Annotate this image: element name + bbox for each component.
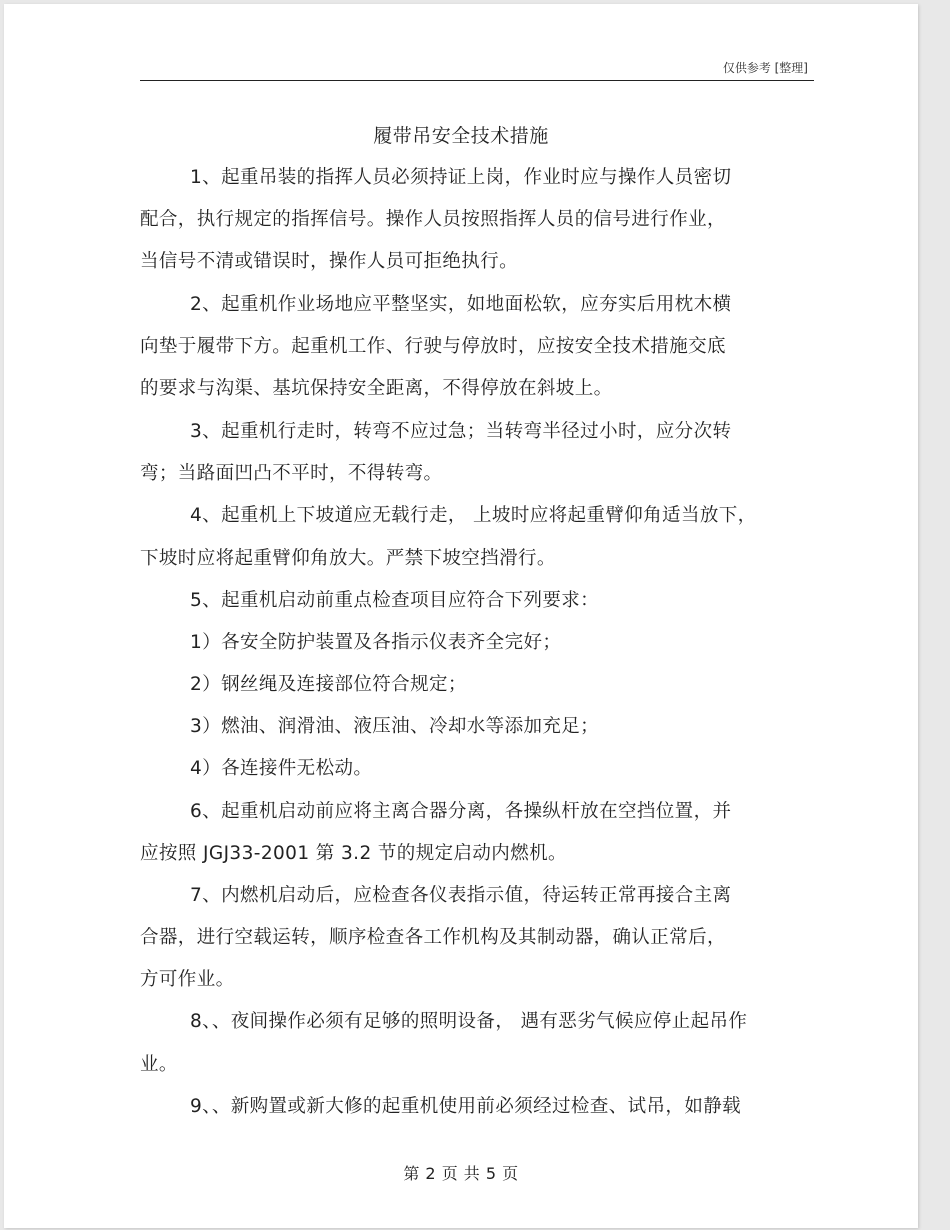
body-text-line: 下坡时应将起重臂仰角放大。严禁下坡空挡滑行。	[140, 548, 556, 569]
body-text-line: 1）各安全防护装置及各指示仪表齐全完好；	[190, 632, 562, 653]
body-text-line: 方可作业。	[140, 969, 235, 990]
page-header: 仅供参考 [整理]	[722, 61, 808, 75]
body-text-line: 1、起重吊装的指挥人员必须持证上岗，作业时应与操作人员密切	[190, 167, 732, 188]
body-text-line: 5、起重机启动前重点检查项目应符合下列要求：	[190, 590, 600, 611]
document-page	[4, 4, 918, 1228]
body-text-line: 配合，执行规定的指挥信号。操作人员按照指挥人员的信号进行作业，	[140, 209, 726, 230]
body-text-line: 2、起重机作业场地应平整坚实，如地面松软，应夯实后用枕木横	[190, 294, 732, 315]
body-text-line: 的要求与沟渠、基坑保持安全距离，不得停放在斜坡上。	[140, 378, 613, 399]
body-text-line: 4）各连接件无松动。	[190, 758, 373, 779]
body-text-line: 7、内燃机启动后，应检查各仪表指示值，待运转正常再接合主离	[190, 885, 732, 906]
page-footer: 第 2 页 共 5 页	[403, 1164, 519, 1183]
body-text-line: 8、、夜间操作必须有足够的照明设备， 遇有恶劣气候应停止起吊作	[190, 1011, 748, 1032]
header-divider	[140, 80, 814, 81]
body-text-line: 2）钢丝绳及连接部位符合规定；	[190, 674, 467, 695]
body-text-line: 当信号不清或错误时，操作人员可拒绝执行。	[140, 251, 519, 272]
body-text-line: 9、、新购置或新大修的起重机使用前必须经过检查、试吊，如静载	[190, 1096, 742, 1117]
body-text-line: 3）燃油、润滑油、液压油、冷却水等添加充足；	[190, 716, 600, 737]
document-title: 履带吊安全技术措施	[373, 125, 549, 147]
body-text-line: 合器，进行空载运转，顺序检查各工作机构及其制动器，确认正常后，	[140, 927, 726, 948]
body-text-line: 向垫于履带下方。起重机工作、行驶与停放时，应按安全技术措施交底	[140, 336, 726, 357]
body-text-line: 弯；当路面凹凸不平时，不得转弯。	[140, 463, 443, 484]
body-text-line: 应按照 JGJ33-2001 第 3.2 节的规定启动内燃机。	[140, 843, 567, 864]
body-text-line: 3、起重机行走时，转弯不应过急；当转弯半径过小时，应分次转	[190, 421, 732, 442]
body-text-line: 业。	[140, 1054, 178, 1075]
body-text-line: 6、起重机启动前应将主离合器分离，各操纵杆放在空挡位置，并	[190, 801, 732, 822]
body-text-line: 4、起重机上下坡道应无载行走， 上坡时应将起重臂仰角适当放下，	[190, 505, 757, 526]
